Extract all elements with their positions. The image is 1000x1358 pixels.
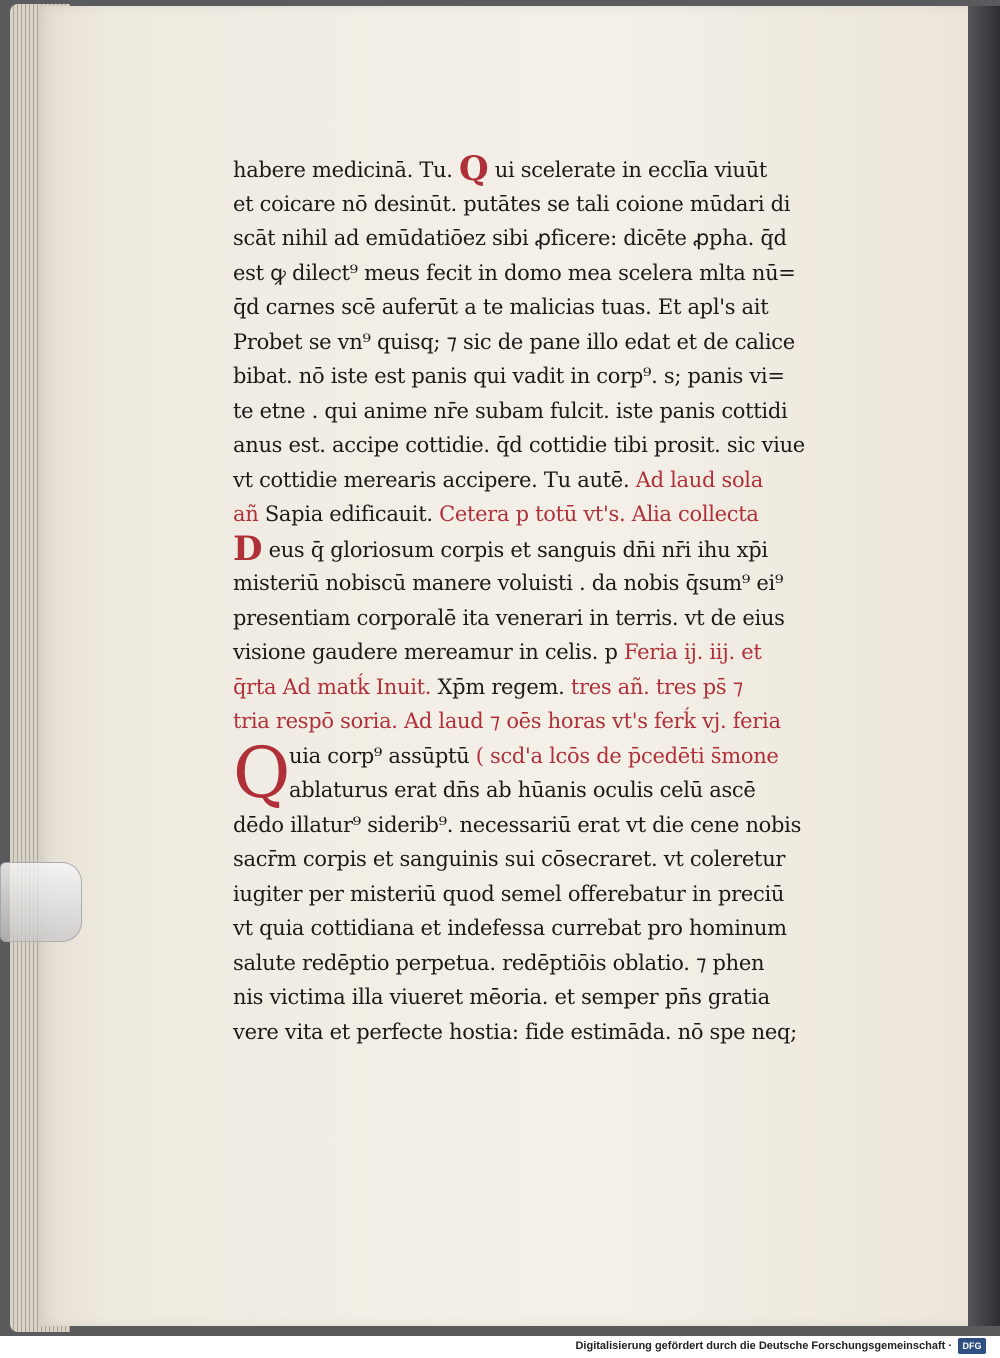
text-line [233,704,853,739]
text-run: salute redēptio perpetua. redēptiōis oblatio. ⁊ phen [233,950,765,975]
text-line [233,773,853,808]
text-line [233,149,853,189]
text-line [233,1015,853,1050]
page-text-block [233,149,853,1049]
rubric-text: añ [233,502,259,526]
dfg-logo-icon: DFG [958,1338,986,1354]
text-run: Xp̄m regem. [431,674,571,699]
text-run: est ꝙ dilect⁹ meus fecit in domo mea scelera mlta nū= [233,260,796,285]
text-run: presentiam corporalē ita venerari in terris. vt de eius [233,605,785,630]
text-run: eus q̄ gloriosum corpis et sanguis dn̄i nr̄i ihu xp̄i [262,537,768,562]
text-line [233,359,853,394]
text-line [233,325,853,360]
rubric-text: Cetera p totū vt's. Alia collecta [439,502,759,526]
text-line [233,463,853,498]
text-line [233,497,853,532]
text-run: ablaturus erat dn̄s ab hūanis oculis celū ascē [289,778,756,802]
footer-credit: Digitalisierung gefördert durch die Deutsche Forschungsgemeinschaft · [575,1340,952,1352]
initial-letter: Q [459,149,489,189]
text-run: vt quia cottidiana et indefessa currebat pro hominum [233,916,787,940]
rubric-text: q̄rta Ad matḱ Inuit. [233,674,432,699]
text-line [233,394,853,429]
text-line [233,566,853,601]
text-run: nis victima illa viueret mēoria. et semper pn̄s gratia [233,985,770,1009]
text-line [233,528,853,569]
text-line [233,808,853,843]
text-run: iugiter per misteriū quod semel offerebatur in preciū [233,881,785,906]
text-run: uia corp⁹ assūptū [289,743,476,768]
text-run: visione gaudere mereamur in celis. p [233,640,625,664]
rubric-text: ( scd'a lcōs de p̄cedēti s̄mone [475,743,779,768]
rubric-text: tria respō soria. Ad laud ⁊ oēs horas vt's ferḱ vj. feria [233,709,781,733]
rubric-text: Feria ij. iij. et [624,640,762,664]
text-run: misteriū nobiscū manere voluisti . da nobis q̄sum⁹ ei⁹ [233,571,784,595]
text-run: Sapia edificauit. [258,502,440,526]
text-line [233,290,853,325]
page-gutter-shadow [968,6,1000,1326]
text-run: anus est. accipe cottidie. q̄d cottidie tibi prosit. sic viue [233,433,805,457]
text-line [233,428,853,463]
initial-letter: D [233,528,263,569]
text-run: ui scelerate in ecclīa viuūt [488,158,768,182]
page-clip [0,862,82,942]
text-line [233,877,853,912]
text-run: scāt nihil ad emūdatiōez sibi ꝓficere: dicēte ꝓpha. q̄d [233,226,787,250]
rubric-text: tres añ. tres ps̄ ⁊ [570,674,743,699]
text-line [233,601,853,636]
text-run: te etne . qui anime nr̄e subam fulcit. iste panis cottidi [233,398,788,423]
text-line [233,635,853,670]
text-line [233,980,853,1015]
text-run: Probet se vn⁹ quisq; ⁊ sic de pane illo edat et de calice [233,329,795,354]
text-run: et coicare nō desinūt. putātes se tali coione mūdari di [233,191,791,216]
text-line [233,842,853,877]
text-line [233,911,853,946]
text-run: q̄d carnes scē auferūt a te malicias tuas. Et apl's ait [233,295,769,319]
text-line [233,946,853,981]
text-line [233,256,853,291]
text-line [233,221,853,256]
text-run: habere medicinā. Tu. [233,158,460,182]
text-line [233,187,853,222]
text-run: sacr̄m corpis et sanguinis sui cōsecraret. vt coleretur [233,847,786,871]
text-run: dēdo illatur⁹ siderib⁹. necessariū erat vt die cene nobis [233,812,802,837]
text-line [233,670,853,705]
initial-letter: Q [233,731,291,814]
text-run: bibat. nō iste est panis qui vadit in corp⁹. s; panis vi= [233,364,785,388]
text-run: vt cottidie merearis accipere. Tu autē. [233,467,636,492]
rubric-text: Ad laud sola [635,467,763,492]
text-run: vere vita et perfecte hostia: fide estimāda. nō spe neq; [233,1019,797,1044]
